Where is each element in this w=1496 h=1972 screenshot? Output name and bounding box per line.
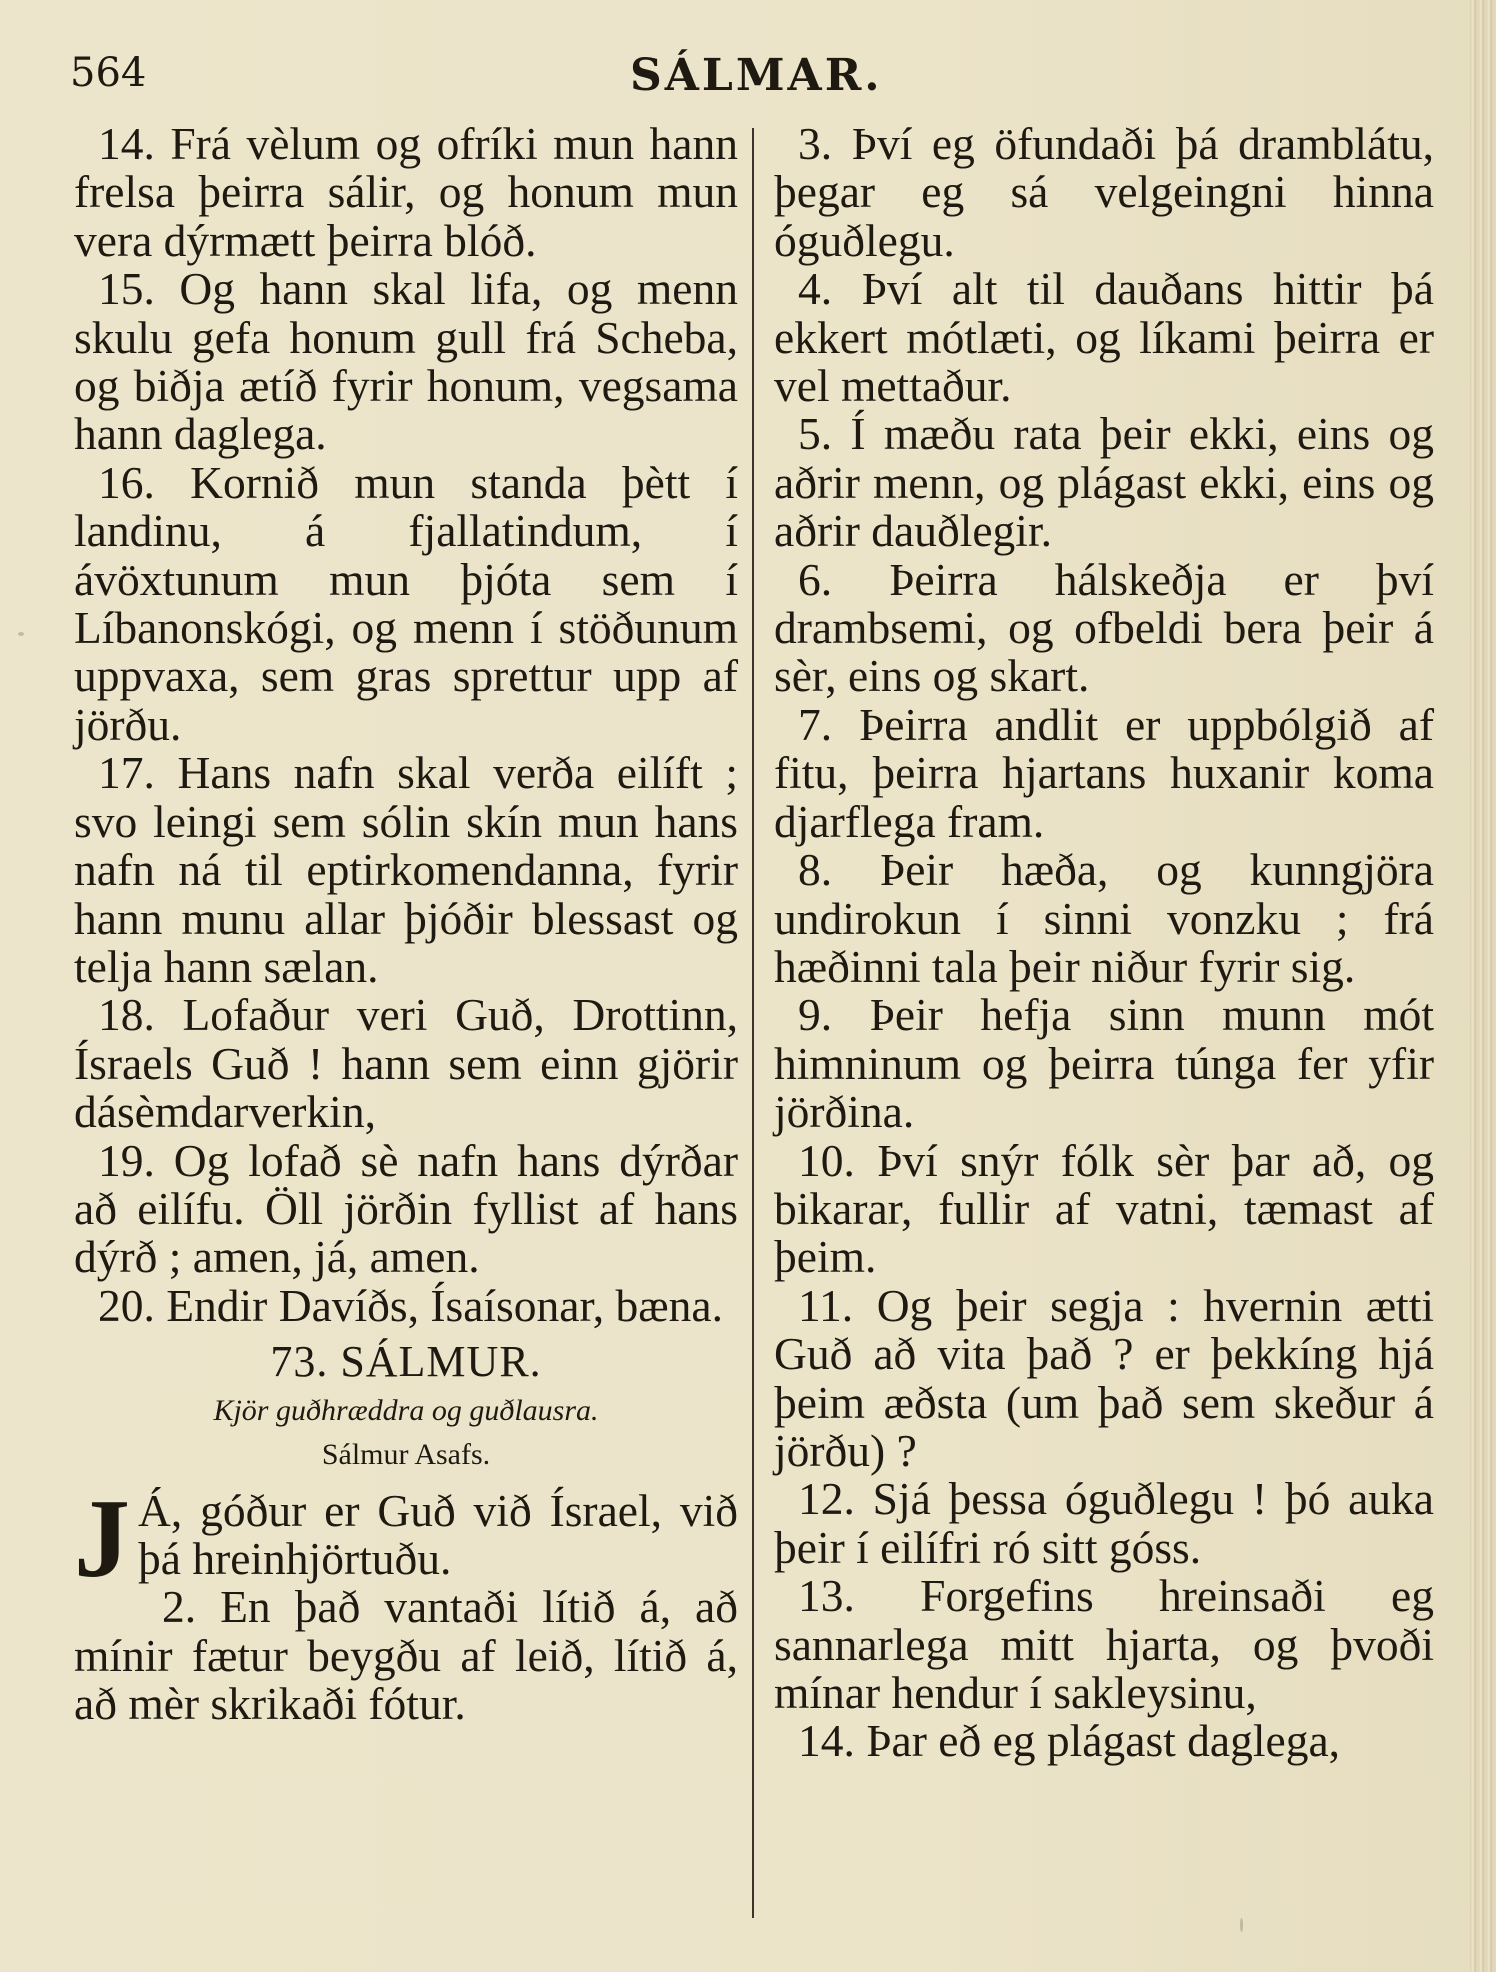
verse: 15. Og hann skal lifa, og menn skulu gefa honum gull frá Scheba, og biðja ætíð fyrir honum, vegsama hann daglega. (74, 263, 738, 460)
verse: 12. Sjá þessa óguðlegu ! þó auka þeir í eilífri ró sitt góss. (774, 1473, 1434, 1573)
right-column (774, 120, 1434, 1766)
page-header (70, 50, 1450, 110)
verse: 16. Kornið mun standa þètt í landinu, á fjallatindum, í ávöxtunum mun þjóta sem í Líbanonskógi, og menn í stöðunum uppvaxa, sem gras sprettur upp af jörðu. (74, 456, 738, 750)
column-divider (752, 128, 754, 1918)
verse: 17. Hans nafn skal verða eilíft ; svo leingi sem sólin skín mun hans nafn ná til eptirkomendanna, fyrir hann munu allar þjóðir blessast og telja hann sælan. (74, 747, 738, 992)
verse: 13. Forgefins hreinsaði eg sannarlega mitt hjarta, og þvoði mínar hendur í sakleysinu, (774, 1570, 1434, 1718)
verse: 14. Þar eð eg plágast daglega, (798, 1715, 1341, 1767)
psalm-attribution: Sálmur Asafs. (321, 1437, 491, 1471)
psalm-heading: 73. SÁLMUR. (270, 1337, 542, 1387)
verse: 4. Því alt til dauðans hittir þá ekkert mótlæti, og líkami þeirra er vel mettaður. (774, 263, 1434, 412)
page-edge (1470, 0, 1496, 1972)
drop-cap-initial: J (74, 1476, 130, 1601)
opening-text: Á, góður er Guð við Ísrael, við þá hreinhjörtuðu. (138, 1484, 738, 1584)
verse: 3. Því eg öfundaði þá dramblátu, þegar eg sá velgeingni hinna óguðlegu. (774, 118, 1434, 266)
opening-verse (74, 1476, 738, 1601)
left-column (74, 120, 738, 1729)
verse: 8. Þeir hæða, og kunngjöra undirokun í sinni vonzku ; frá hæðinni tala þeir niður fyrir sig. (774, 844, 1434, 992)
verse: 11. Og þeir segja : hvernin ætti Guð að vita það ? er þekkíng hjá þeim æðsta (um það sem skeður á jörðu) ? (774, 1279, 1434, 1476)
verse: 5. Í mæðu rata þeir ekki, eins og aðrir menn, og plágast ekki, eins og aðrir dauðlegir. (774, 408, 1434, 557)
verse: 20. Endir Davíðs, Ísaísonar, bæna. (98, 1279, 723, 1331)
verse: 18. Lofaður veri Guð, Drottinn, Ísraels Guð ! hann sem einn gjörir dásèmdarverkin, (74, 989, 738, 1138)
verse: 9. Þeir hefja sinn munn mót himninum og þeirra túnga fer yfir jörðina. (774, 989, 1434, 1138)
verse: 6. Þeirra hálskeðja er því drambsemi, og ofbeldi bera þeir á sèr, eins og skart. (774, 553, 1434, 702)
psalm-subtitle: Kjör guðhræddra og guðlausra. (213, 1393, 599, 1427)
verse: 7. Þeirra andlit er uppbólgið af fitu, þeirra hjartans huxanir koma djarflega fram. (774, 698, 1434, 847)
verse: 19. Og lofað sè nafn hans dýrðar að eilífu. Öll jörðin fyllist af hans dýrð ; amen, já, amen. (74, 1134, 738, 1283)
verse: 2. En það vantaði lítið á, að mínir fætur beygðu af leið, lítið á, að mèr skrikaði fótur. (74, 1581, 738, 1730)
ink-speck (1240, 1918, 1243, 1932)
page-number: 564 (70, 50, 147, 96)
ink-speck (18, 632, 24, 636)
verse: 10. Því snýr fólk sèr þar að, og bikarar, fullir af vatni, tæmast af þeim. (774, 1134, 1434, 1283)
verse: 14. Frá vèlum og ofríki mun hann frelsa þeirra sálir, og honum mun vera dýrmætt þeirra blóð. (74, 118, 738, 266)
running-title: SÁLMAR. (630, 50, 883, 101)
